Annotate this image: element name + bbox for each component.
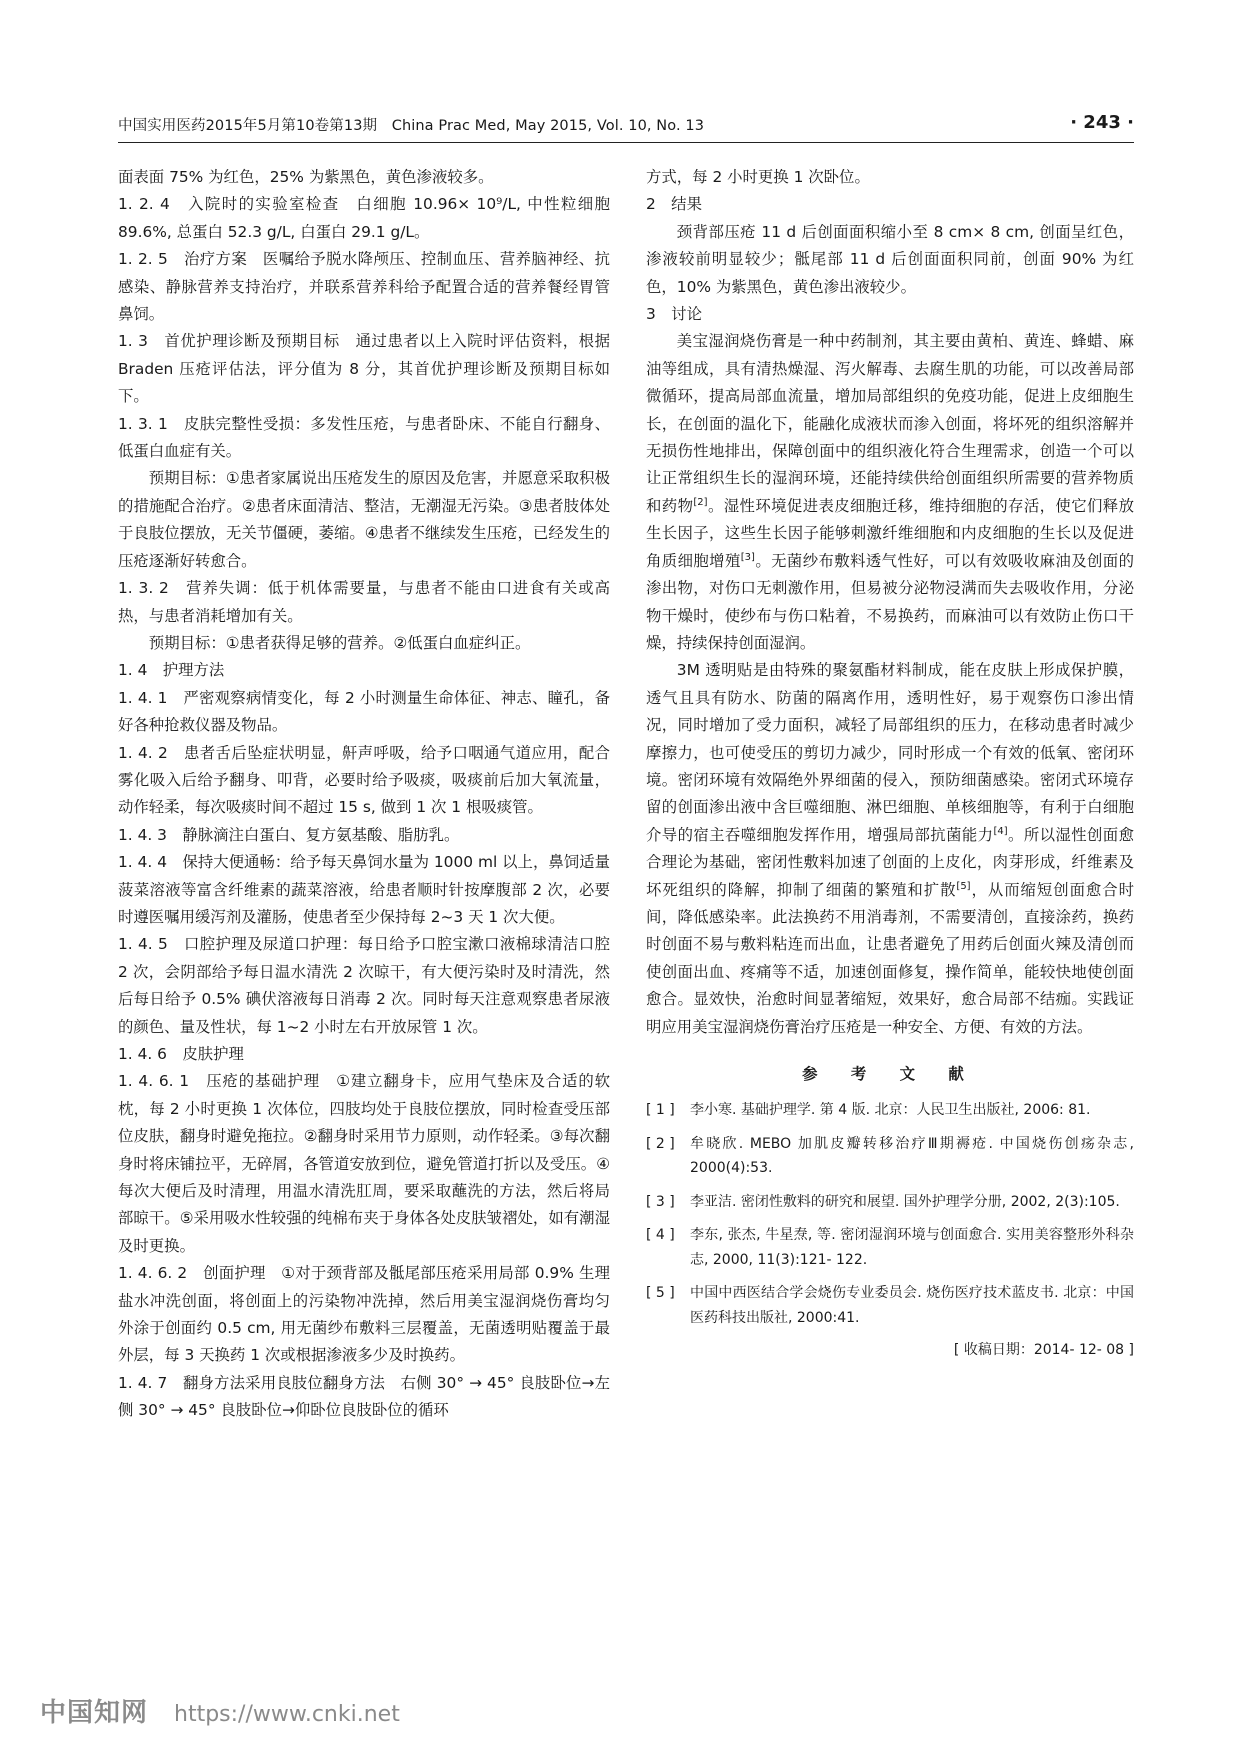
reference-item (646, 1132, 1134, 1181)
cnki-logo-text: 中国知网 (40, 1698, 149, 1728)
journal-info: 中国实用医药2015年5月第10卷第13期 China Prac Med, May 2015, Vol. 10, No. 13 (118, 118, 705, 134)
reference-text: 李东, 张杰, 牛星焘, 等. 密闭湿润环境与创面愈合. 实用美容整形外科杂志, 2000, 11(3):121- 122. (690, 1227, 1134, 1268)
section-heading: 2 结果 (646, 195, 702, 214)
reference-item (646, 1223, 1134, 1272)
paragraph: 1. 4. 3 静脉滴注白蛋白、复方氨基酸、脂肪乳。 (118, 825, 460, 844)
reference-text: 牟晓欣. MEBO 加肌皮瓣转移治疗Ⅲ期褥疮. 中国烧伤创疡杂志, 2000(4):53. (690, 1135, 1134, 1177)
citation: [2] (693, 496, 708, 508)
citation: [5] (956, 880, 971, 892)
paragraph: 1. 3. 1 皮肤完整性受损：多发性压疮，与患者卧床、不能自行翻身、低蛋白血症有关。 (118, 414, 610, 461)
left-column (118, 164, 610, 1425)
citation: [3] (740, 551, 755, 563)
text-run: 。湿性环境促进表皮细胞迁移，维持细胞的存活，使它们释放生长因子，这些生长因子能够刺激纤维细胞和内皮细胞的生长以及促进角质细胞增殖 (646, 496, 1134, 570)
section-heading: 3 讨论 (646, 305, 702, 324)
section-heading: 1. 4. 6 皮肤护理 (118, 1045, 244, 1063)
paragraph: 1. 4. 6. 1 压疮的基础护理 ①建立翻身卡，应用气垫床及合适的软枕，每 2 小时更换 1 次体位，四肢均处于良肢位摆放，同时检查受压部位皮肤，翻身时避免拖拉。②翻身时采用节力原则，动作轻柔。③每次翻身时将床铺拉平，无碎屑，各管道安放到位，避免管道打折以及受压。④每次大便后及时清理，用温水清洗肛周，要采取蘸洗的方法，然后将局部晾干。⑤采用吸水性较强的纯棉布夹于身体各处皮肤皱褶处，如有潮湿及时更换。 (118, 1072, 610, 1255)
reference-number: [ 4 ] (646, 1227, 675, 1244)
paragraph (646, 657, 1134, 1041)
cnki-watermark (40, 1692, 400, 1728)
text-run: ，从而缩短创面愈合时间，降低感染率。此法换药不用消毒剂，不需要清创，直接涂药，换药时创面不易与敷料粘连而出血，让患者避免了用药后创面火辣及清创而使创面出血、疼痛等不适，加速创面修复，操作简单，能较快地使创面愈合。显效快，治愈时间显著缩短，效果好，愈合局部不结痂。实践证明应用美宝湿润烧伤膏治疗压疮是一种安全、方便、有效的方法。 (646, 880, 1134, 1036)
right-column (646, 164, 1134, 1361)
paragraph: 颈背部压疮 11 d 后创面面积缩小至 8 cm× 8 cm, 创面呈红色，渗液较前明显较少；骶尾部 11 d 后创面面积同前，创面 90% 为红色，10% 为紫黑色，黄色渗出液较少。 (646, 222, 1134, 296)
paragraph: 1. 4. 5 口腔护理及尿道口护理：每日给予口腔宝漱口液棉球清洁口腔 2 次，会阴部给予每日温水清洗 2 次晾干，有大便污染时及时清洗，然后每日给予 0.5% 碘伏溶液每日消毒 2 次。同时每天注意观察患者尿液的颜色、量及性状，每 1~2 小时左右开放尿管 1 次。 (118, 935, 610, 1036)
reference-item (646, 1281, 1134, 1330)
reference-text: 李小寒. 基础护理学. 第 4 版. 北京：人民卫生出版社, 2006: 81. (690, 1102, 1091, 1119)
paragraph: 1. 4. 1 严密观察病情变化，每 2 小时测量生命体征、神志、瞳孔，备好各种抢救仪器及物品。 (118, 688, 610, 735)
paragraph: 1. 3 首优护理诊断及预期目标 通过患者以上入院时评估资料，根据 Braden 压疮评估法，评分值为 8 分，其首优护理诊断及预期目标如下。 (118, 332, 610, 406)
citation: [4] (993, 825, 1008, 837)
paragraph: 1. 4. 6. 2 创面护理 ①对于颈背部及骶尾部压疮采用局部 0.9% 生理盐水冲洗创面，将创面上的污染物冲洗掉，然后用美宝湿润烧伤膏均匀外涂于创面约 0.5 cm, 用无菌纱布敷料三层覆盖，无菌透明贴覆盖于最外层，每 3 天换药 1 次或根据渗液多少及时换药。 (118, 1264, 610, 1365)
reference-text: 中国中西医结合学会烧伤专业委员会. 烧伤医疗技术蓝皮书. 北京：中国医药科技出版社, 2000:41. (690, 1285, 1134, 1326)
paragraph: 方式，每 2 小时更换 1 次卧位。 (646, 168, 870, 186)
received-date: [ 收稿日期：2014- 12- 08 ] (953, 1342, 1134, 1359)
text-run: 美宝湿润烧伤膏是一种中药制剂，其主要由黄柏、黄连、蜂蜡、麻油等组成，具有清热燥湿、泻火解毒、去腐生肌的功能，可以改善局部微循环，提高局部血流量，增加局部组织的免疫功能，促进上皮细胞生长，在创面的温化下，能融化成液状而渗入创面，将坏死的组织溶解并无损伤性地排出，保障创面中的组织液化符合生理需求，创造一个可以让正常组织生长的湿润环境，还能持续供给创面组织所需要的营养物质和药物 (646, 332, 1134, 515)
reference-number: [ 3 ] (646, 1193, 675, 1210)
paragraph: 预期目标：①患者获得足够的营养。②低蛋白血症纠正。 (148, 633, 531, 652)
paragraph (646, 328, 1134, 657)
text-run: 3M 透明贴是由特殊的聚氨酯材料制成，能在皮肤上形成保护膜，透气且具有防水、防菌的隔离作用，透明性好，易于观察伤口渗出情况，同时增加了受力面积，减轻了局部组织的压力，在移动患者时减少摩擦力，也可使受压的剪切力减少，同时形成一个有效的低氧、密闭环境。密闭环境有效隔绝外界细菌的侵入，预防细菌感染。密闭式环境存留的创面渗出液中含巨噬细胞、淋巴细胞、单核细胞等，有利于白细胞介导的宿主吞噬细胞发挥作用，增强局部抗菌能力 (646, 661, 1134, 844)
paragraph: 面表面 75% 为红色，25% 为紫黑色，黄色渗液较多。 (118, 168, 494, 186)
running-header (118, 112, 1134, 143)
paragraph: 预期目标：①患者家属说出压疮发生的原因及危害，并愿意采取积极的措施配合治疗。②患者床面清洁、整洁，无潮湿无污染。③患者肢体处于良肢位摆放，无关节僵硬，萎缩。④患者不继续发生压疮，已经发生的压疮逐渐好转愈合。 (118, 469, 610, 570)
paragraph: 1. 4. 4 保持大便通畅：给予每天鼻饲水量为 1000 ml 以上，鼻饲适量菠菜溶液等富含纤维素的蔬菜溶液，给患者顺时针按摩腹部 2 次，必要时遵医嘱用缓泻剂及灌肠，使患者至少保持每 2~3 天 1 次大便。 (118, 853, 610, 926)
reference-item (646, 1190, 1134, 1215)
reference-number: [ 5 ] (646, 1285, 675, 1302)
reference-number: [ 2 ] (646, 1135, 675, 1152)
cnki-url: https://www.cnki.net (174, 1702, 400, 1727)
page-number: · 243 · (1070, 112, 1134, 133)
reference-item (646, 1098, 1134, 1123)
reference-text: 李亚洁. 密闭性敷料的研究和展望. 国外护理学分册, 2002, 2(3):105. (690, 1193, 1120, 1210)
paragraph: 1. 2. 5 治疗方案 医嘱给予脱水降颅压、控制血压、营养脑神经、抗感染、静脉营养支持治疗，并联系营养科给予配置合适的营养餐经胃管鼻饲。 (118, 250, 610, 324)
paragraph: 1. 4. 2 患者舌后坠症状明显，鼾声呼吸，给予口咽通气道应用，配合雾化吸入后给予翻身、叩背，必要时给予吸痰，吸痰前后加大氧流量，动作轻柔，每次吸痰时间不超过 15 s, 做到 1 次 1 根吸痰管。 (118, 743, 610, 817)
paragraph: 1. 4. 7 翻身方法采用良肢位翻身方法 右侧 30° → 45° 良肢卧位→左侧 30° → 45° 良肢卧位→仰卧位良肢卧位的循环 (118, 1373, 610, 1420)
text-run: 。所以湿性创面愈合理论为基础，密闭性敷料加速了创面的上皮化，肉芽形成，纤维素及坏死组织的降解，抑制了细菌的繁殖和扩散 (646, 825, 1134, 899)
paragraph: 1. 2. 4 入院时的实验室检查 白细胞 10.96× 10⁹/L, 中性粒细胞 89.6%, 总蛋白 52.3 g/L, 白蛋白 29.1 g/L。 (118, 195, 610, 241)
paragraph: 1. 3. 2 营养失调：低于机体需要量，与患者不能由口进食有关或高热，与患者消耗增加有关。 (118, 579, 610, 625)
references-title: 参 考 文 献 (802, 1065, 978, 1083)
reference-number: [ 1 ] (646, 1102, 675, 1119)
section-heading: 1. 4 护理方法 (118, 661, 225, 680)
text-run: 。无菌纱布敷料透气性好，可以有效吸收麻油及创面的渗出物，对伤口无刺激作用，但易被分泌物浸满而失去吸收作用，分泌物干燥时，使纱布与伤口粘着，不易换药，而麻油可以有效防止伤口干燥，持续保持创面湿润。 (646, 551, 1134, 652)
